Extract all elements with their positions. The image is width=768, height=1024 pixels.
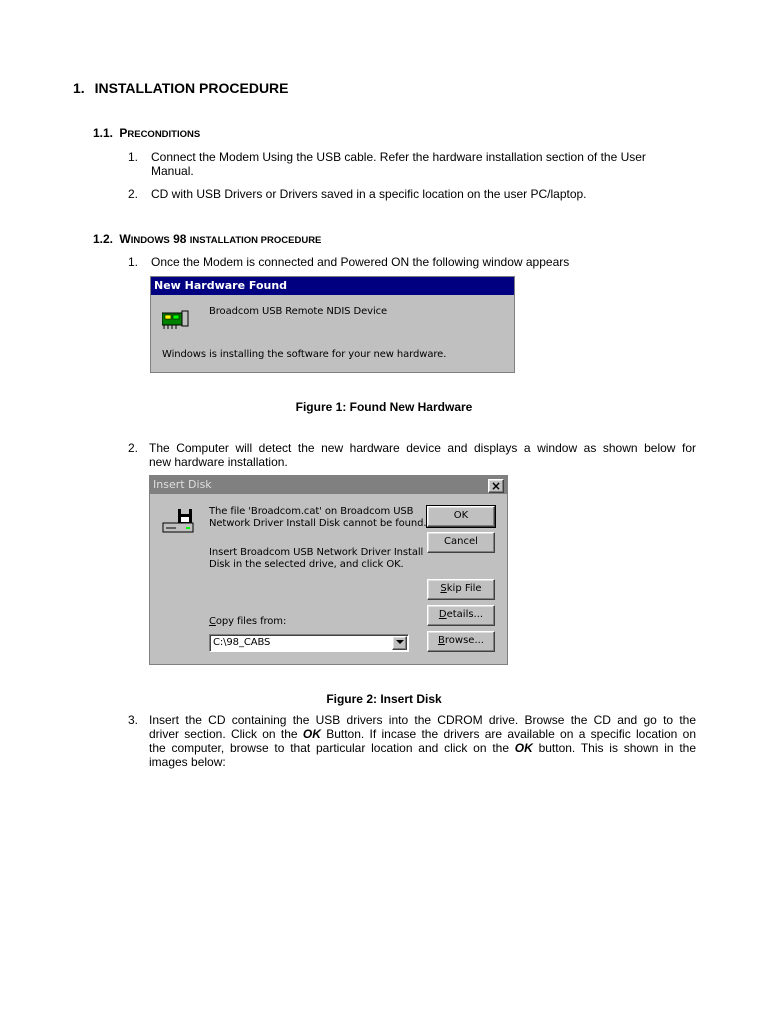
list-item: Insert the CD containing the USB drivers into the CDROM drive. Browse the CD and go to the driver section. Click on the OK Button. If incase the drivers are available on a specific location on the computer, browse to that particular location and click on the OK button. This is shown in the images below: — [149, 713, 696, 769]
skip-file-button[interactable]: Skip File — [427, 579, 495, 600]
install-status-text: Windows is installing the software for your new hardware. — [162, 349, 447, 360]
disk-drive-icon — [162, 508, 196, 534]
section-heading — [73, 80, 289, 96]
copy-files-combobox[interactable] — [209, 634, 409, 652]
list-number: 3. — [128, 713, 139, 727]
dropdown-button[interactable] — [392, 636, 407, 650]
insert-disk-message: Insert Broadcom USB Network Driver Install Disk in the selected drive, and click OK. — [209, 547, 424, 570]
browse-button[interactable]: Browse... — [427, 631, 495, 652]
section-number: 1. — [73, 80, 85, 96]
list-number: 1. — [128, 255, 139, 269]
path-value: C:\98_CABS — [213, 637, 271, 648]
figure-caption: Figure 2: Insert Disk — [326, 692, 442, 706]
list-number: 1. — [128, 150, 139, 164]
ok-button[interactable]: OK — [427, 506, 495, 527]
copy-files-label: Copy files from: — [209, 616, 287, 627]
chevron-down-icon — [396, 640, 404, 645]
details-button[interactable]: Details... — [427, 605, 495, 626]
list-number: 2. — [128, 441, 139, 455]
insert-disk-dialog — [149, 475, 508, 665]
new-hardware-found-dialog — [150, 276, 515, 373]
list-item: The Computer will detect the new hardware device and displays a window as shown below for new hardware installation. — [149, 441, 696, 469]
close-button[interactable]: × — [488, 479, 504, 493]
cancel-button[interactable]: Cancel — [427, 532, 495, 553]
network-card-icon — [162, 310, 186, 328]
device-name: Broadcom USB Remote NDIS Device — [209, 306, 388, 317]
dialog-titlebar: Insert Disk — [150, 476, 507, 494]
dialog-titlebar: New Hardware Found — [151, 277, 514, 295]
list-item: Connect the Modem Using the USB cable. Refer the hardware installation section of the User Manual. — [151, 150, 646, 178]
file-not-found-message: The file 'Broadcom.cat' on Broadcom USB Network Driver Install Disk cannot be found. — [209, 506, 427, 529]
list-number: 2. — [128, 187, 139, 201]
list-item: CD with USB Drivers or Drivers saved in a specific location on the user PC/laptop. — [151, 187, 587, 201]
section-title: INSTALLATION PROCEDURE — [94, 80, 289, 96]
figure-caption: Figure 1: Found New Hardware — [295, 400, 473, 414]
list-item: Once the Modem is connected and Powered ON the following window appears — [151, 255, 570, 269]
subsection-heading-windows98: 1.2. WINDOWS 98 INSTALLATION PROCEDURE — [93, 232, 322, 246]
subsection-heading-preconditions: 1.1. PRECONDITIONS — [93, 126, 201, 140]
